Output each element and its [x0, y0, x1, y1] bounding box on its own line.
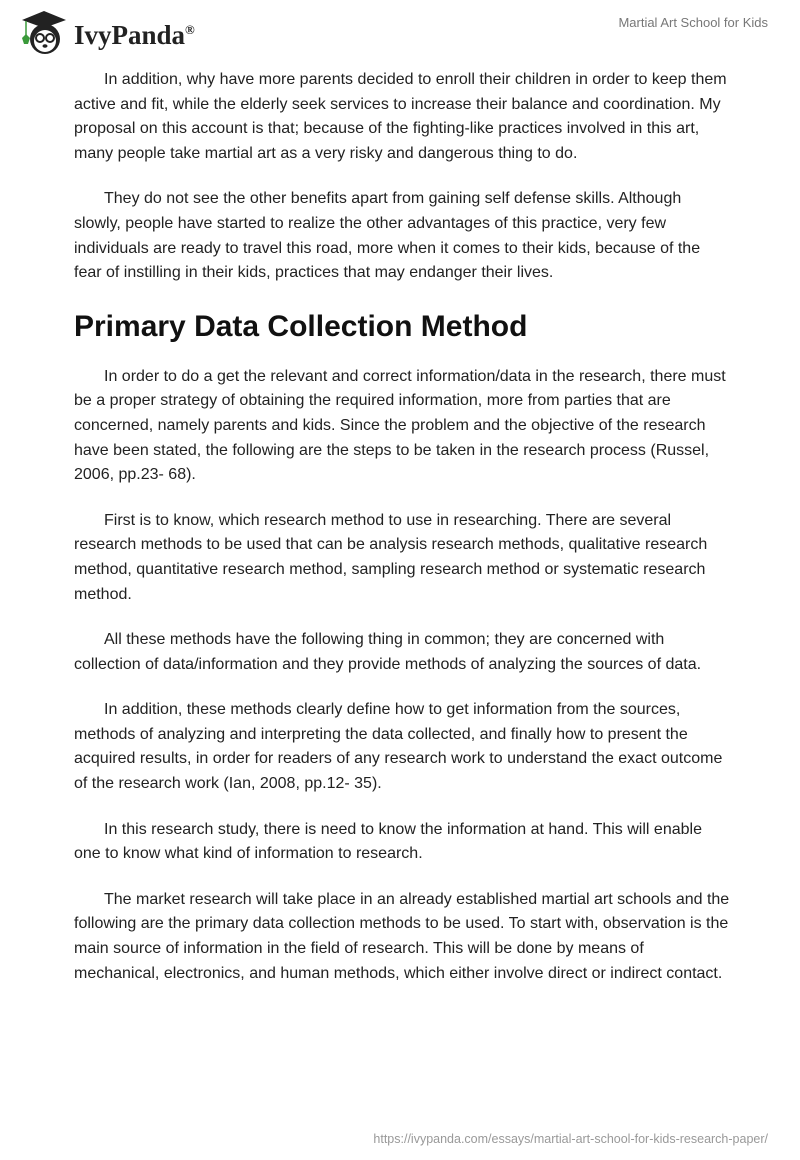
paragraph: The market research will take place in an already established martial art schools and the following are the primary data collection methods to be used. To start with, observation is the main source of information in the field of research. This will be done by means of mechanical, electronics, and human methods, which either involve direct or indirect contact.: [74, 890, 730, 982]
paragraph: First is to know, which research method to use in researching. There are several research methods to be used that can be analysis research methods, qualitative research method, quantitative research method, sampling research method or systematic research method.: [74, 511, 708, 603]
document-title: Martial Art School for Kids: [618, 15, 768, 30]
paragraph: In order to do a get the relevant and correct information/data in the research, there must be a proper strategy of obtaining the required information, more from parties that are concerned, namely parents and kids. Since the problem and the objective of the research have been stated, the following are the steps to be taken in the research process (Russel, 2006, pp.23- 68).: [74, 367, 726, 484]
section-heading: Primary Data Collection Method: [74, 309, 528, 343]
paragraph: All these methods have the following thing in common; they are concerned with collection of data/information and they provide methods of analyzing the sources of data.: [74, 631, 702, 673]
paragraph: In this research study, there is need to know the information at hand. This will enable one to know what kind of information to research.: [74, 820, 702, 863]
paragraph: They do not see the other benefits apart from gaining self defense skills. Although slowly, people have started to realize the other advantages of this practice, very few individuals are ready to travel this road, more when it comes to their kids, because of the fear of instilling in their kids, practices that may endanger their lives.: [74, 190, 701, 282]
paragraph: In addition, these methods clearly define how to get information from the sources, methods of analyzing and interpreting the data collected, and finally how to present the acquired results, in order for readers of any research work to understand the exact outcome of the research work (Ian, 2008, pp.12- 35).: [74, 701, 723, 793]
ivypanda-logo[interactable]: [18, 8, 195, 56]
logo-text: IvyPanda®: [74, 19, 195, 50]
source-url[interactable]: https://ivypanda.com/essays/martial-art-school-for-kids-research-paper/: [373, 1132, 768, 1146]
panda-graduate-icon: [18, 8, 70, 56]
essay-body: [74, 68, 730, 1007]
page-header: [0, 0, 800, 60]
paragraph: In addition, why have more parents decided to enroll their children in order to keep them active and fit, while the elderly seek services to increase their balance and coordination. My proposal on this account is that; because of the fighting-like practices involved in this art, many people take martial art as a very risky and dangerous thing to do.: [74, 71, 727, 162]
